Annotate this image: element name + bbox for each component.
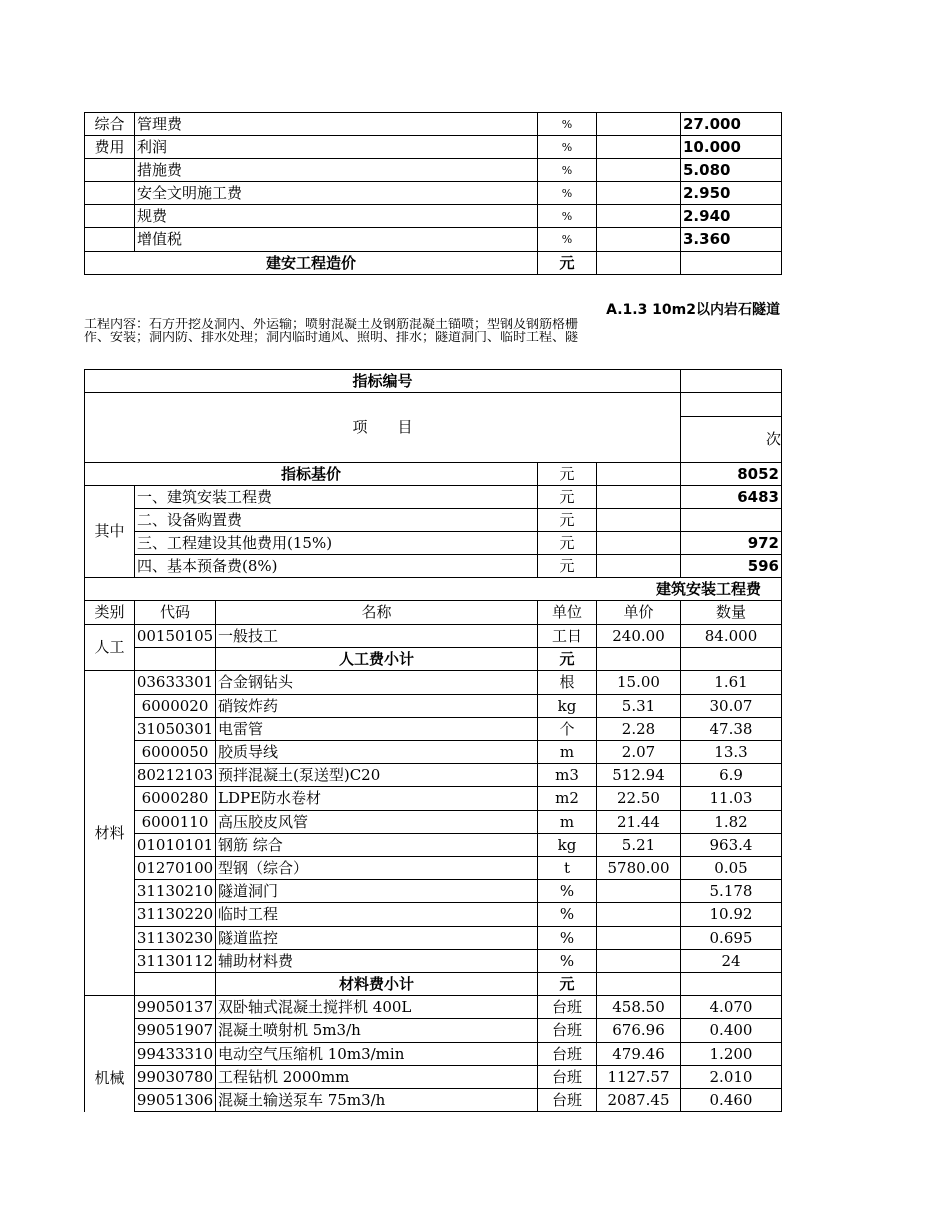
subtotal-value (680, 972, 782, 996)
item-code: 99051907 (134, 1018, 216, 1043)
fee-name: 利润 (134, 135, 538, 159)
category-labor: 人工 (84, 624, 135, 671)
breakdown-value: 972 (680, 531, 782, 555)
empty-cell (596, 508, 681, 532)
empty-cell (596, 135, 681, 159)
item-code: 6000110 (134, 810, 216, 834)
work-content-line-1: 工程内容：石方开挖及洞内、外运输；喷射混凝土及钢筋混凝土锚喷；型钢及钢筋格栅 (84, 318, 579, 331)
fee-rate: 5.080 (680, 158, 782, 182)
breakdown-name: 二、设备购置费 (134, 508, 538, 532)
item-unit: % (537, 902, 597, 927)
empty-cell (84, 181, 135, 205)
item-unit: 个 (537, 717, 597, 741)
empty-cell (596, 554, 681, 578)
subtotal-unit: 元 (537, 647, 597, 671)
fee-unit: % (537, 181, 597, 205)
item-price: 2.07 (596, 740, 681, 764)
item-code: 99050137 (134, 995, 216, 1019)
header-col-label: 次 (680, 416, 782, 463)
column-header-code: 代码 (134, 600, 216, 625)
item-unit: 台班 (537, 1088, 597, 1112)
breakdown-name: 三、工程建设其他费用(15%) (134, 531, 538, 555)
fee-name: 安全文明施工费 (134, 181, 538, 205)
column-header-unit: 单位 (537, 600, 597, 625)
item-unit: t (537, 856, 597, 880)
item-unit: m3 (537, 763, 597, 787)
item-quantity: 24 (680, 949, 782, 973)
item-code: 31130112 (134, 949, 216, 973)
total-cost-label: 建安工程造价 (84, 251, 538, 275)
item-name: 型钢（综合） (215, 856, 538, 880)
item-code: 00150105 (134, 624, 216, 648)
item-code: 99030780 (134, 1065, 216, 1089)
empty-cell (134, 972, 216, 996)
column-header-quantity: 数量 (680, 600, 782, 625)
item-name: 辅助材料费 (215, 949, 538, 973)
empty-cell (134, 647, 216, 671)
item-price: 5780.00 (596, 856, 681, 880)
fee-rate: 2.950 (680, 181, 782, 205)
column-header-price: 单价 (596, 600, 681, 625)
item-name: 预拌混凝土(泵送型)C20 (215, 763, 538, 787)
item-code: 6000020 (134, 694, 216, 718)
item-name: 工程钻机 2000mm (215, 1065, 538, 1089)
empty-cell (596, 972, 681, 996)
item-code: 31130210 (134, 879, 216, 903)
item-quantity: 11.03 (680, 786, 782, 811)
fee-unit: % (537, 204, 597, 228)
item-unit: m (537, 740, 597, 764)
construction-fee-title: 建筑安装工程费 (84, 577, 782, 601)
item-unit: m2 (537, 786, 597, 811)
item-quantity: 0.695 (680, 926, 782, 950)
empty-cell (596, 647, 681, 671)
item-unit: kg (537, 694, 597, 718)
fee-rate: 10.000 (680, 135, 782, 159)
subtotal-value (680, 647, 782, 671)
fee-unit: % (537, 135, 597, 159)
empty-cell (596, 227, 681, 252)
breakdown-name: 四、基本预备费(8%) (134, 554, 538, 578)
column-header-name: 名称 (215, 600, 538, 625)
fee-name: 管理费 (134, 112, 538, 136)
empty-cell (84, 227, 135, 252)
item-name: 一般技工 (215, 624, 538, 648)
item-quantity: 1.82 (680, 810, 782, 834)
item-quantity: 0.460 (680, 1088, 782, 1112)
total-cost-unit: 元 (537, 251, 597, 275)
item-quantity: 963.4 (680, 833, 782, 857)
item-code: 6000050 (134, 740, 216, 764)
fee-unit: % (537, 112, 597, 136)
item-price: 676.96 (596, 1018, 681, 1043)
item-code: 31130220 (134, 902, 216, 927)
empty-cell (596, 251, 681, 275)
empty-cell (596, 485, 681, 509)
item-name: 硝铵炸药 (215, 694, 538, 718)
empty-cell (596, 158, 681, 182)
item-name: 隧道监控 (215, 926, 538, 950)
work-content-line-2: 作、安装；洞内防、排水处理；洞内临时通风、照明、排水；隧道洞门、临时工程、隧 (84, 331, 579, 344)
item-name: 混凝土喷射机 5m3/h (215, 1018, 538, 1043)
header-blank (680, 392, 782, 417)
item-unit: kg (537, 833, 597, 857)
item-price: 458.50 (596, 995, 681, 1019)
subtotal-label: 材料费小计 (215, 972, 538, 996)
item-price: 21.44 (596, 810, 681, 834)
item-price: 2.28 (596, 717, 681, 741)
item-price (596, 926, 681, 950)
empty-cell (84, 158, 135, 182)
item-unit: 工日 (537, 624, 597, 648)
side-label-comprehensive: 综合 (84, 112, 135, 136)
item-quantity: 10.92 (680, 902, 782, 927)
base-price-unit: 元 (537, 462, 597, 486)
index-no-value (680, 369, 782, 393)
item-price (596, 949, 681, 973)
breakdown-value: 596 (680, 554, 782, 578)
item-name: 高压胶皮风管 (215, 810, 538, 834)
fee-rate: 27.000 (680, 112, 782, 136)
item-unit: m (537, 810, 597, 834)
item-name: 钢筋 综合 (215, 833, 538, 857)
category-machinery: 机械 (84, 995, 135, 1112)
item-unit: % (537, 926, 597, 950)
fee-unit: % (537, 158, 597, 182)
index-no-label: 指标编号 (84, 369, 681, 393)
item-code: 01010101 (134, 833, 216, 857)
breakdown-value: 6483 (680, 485, 782, 509)
item-unit: 台班 (537, 995, 597, 1019)
empty-cell (596, 531, 681, 555)
item-quantity: 4.070 (680, 995, 782, 1019)
item-code: 99051306 (134, 1088, 216, 1112)
item-price (596, 879, 681, 903)
item-quantity: 13.3 (680, 740, 782, 764)
total-cost-value (680, 251, 782, 275)
item-name: 临时工程 (215, 902, 538, 927)
breakdown-unit: 元 (537, 485, 597, 509)
fee-name: 规费 (134, 204, 538, 228)
item-name: 电动空气压缩机 10m3/min (215, 1042, 538, 1066)
item-quantity: 47.38 (680, 717, 782, 741)
item-price: 1127.57 (596, 1065, 681, 1089)
breakdown-unit: 元 (537, 508, 597, 532)
item-code: 80212103 (134, 763, 216, 787)
fee-rate: 2.940 (680, 204, 782, 228)
item-name: 电雷管 (215, 717, 538, 741)
item-name: 混凝土输送泵车 75m3/h (215, 1088, 538, 1112)
breakdown-unit: 元 (537, 531, 597, 555)
item-price: 15.00 (596, 670, 681, 695)
item-code: 01270100 (134, 856, 216, 880)
item-unit: % (537, 879, 597, 903)
base-price-label: 指标基价 (84, 462, 538, 486)
item-quantity: 2.010 (680, 1065, 782, 1089)
item-price: 5.21 (596, 833, 681, 857)
subtotal-unit: 元 (537, 972, 597, 996)
breakdown-name: 一、建筑安装工程费 (134, 485, 538, 509)
item-code: 03633301 (134, 670, 216, 695)
item-unit: 台班 (537, 1065, 597, 1089)
item-code: 31050301 (134, 717, 216, 741)
column-header-category: 类别 (84, 600, 135, 625)
item-price: 5.31 (596, 694, 681, 718)
section-title: A.1.3 10m2以内岩石隧道 (606, 302, 780, 318)
item-unit: 台班 (537, 1018, 597, 1043)
item-code: 6000280 (134, 786, 216, 811)
fee-name: 增值税 (134, 227, 538, 252)
empty-cell (596, 204, 681, 228)
item-unit: % (537, 949, 597, 973)
item-quantity: 0.400 (680, 1018, 782, 1043)
item-quantity: 84.000 (680, 624, 782, 648)
item-unit: 台班 (537, 1042, 597, 1066)
empty-cell (596, 181, 681, 205)
item-name: 隧道洞门 (215, 879, 538, 903)
item-price: 240.00 (596, 624, 681, 648)
base-price-value: 8052 (680, 462, 782, 486)
item-quantity: 6.9 (680, 763, 782, 787)
item-quantity: 1.200 (680, 1042, 782, 1066)
item-quantity: 1.61 (680, 670, 782, 695)
item-quantity: 5.178 (680, 879, 782, 903)
item-price: 479.46 (596, 1042, 681, 1066)
item-price (596, 902, 681, 927)
category-materials: 材料 (84, 670, 135, 996)
item-name: 胶质导线 (215, 740, 538, 764)
item-code: 99433310 (134, 1042, 216, 1066)
item-quantity: 0.05 (680, 856, 782, 880)
fee-name: 措施费 (134, 158, 538, 182)
item-name: 双卧轴式混凝土搅拌机 400L (215, 995, 538, 1019)
empty-cell (84, 204, 135, 228)
item-price: 22.50 (596, 786, 681, 811)
item-price: 512.94 (596, 763, 681, 787)
breakdown-unit: 元 (537, 554, 597, 578)
fee-unit: % (537, 227, 597, 252)
fee-rate: 3.360 (680, 227, 782, 252)
item-price: 2087.45 (596, 1088, 681, 1112)
item-quantity: 30.07 (680, 694, 782, 718)
empty-cell (596, 112, 681, 136)
empty-cell (596, 462, 681, 486)
subtotal-label: 人工费小计 (215, 647, 538, 671)
item-code: 31130230 (134, 926, 216, 950)
item-label: 项 目 (84, 392, 681, 463)
item-name: LDPE防水卷材 (215, 786, 538, 811)
of-which-label: 其中 (84, 485, 135, 578)
breakdown-value (680, 508, 782, 532)
item-name: 合金钢钻头 (215, 670, 538, 695)
item-unit: 根 (537, 670, 597, 695)
side-label-fee: 费用 (84, 135, 135, 159)
